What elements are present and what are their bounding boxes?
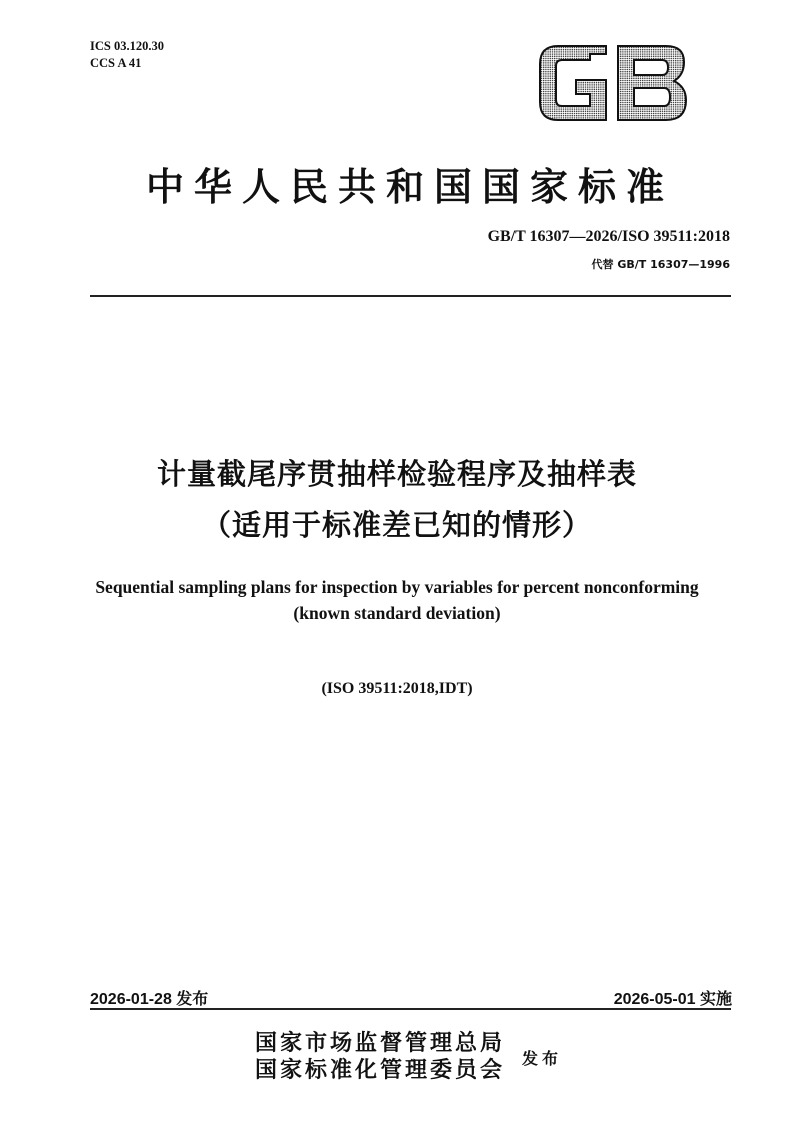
title-cn-line2: （适用于标准差已知的情形） xyxy=(201,508,592,542)
issue-date: 2026-01-28 发布 xyxy=(90,991,209,1008)
ccs-code: CCS A 41 xyxy=(90,56,142,70)
adoption-note: (ISO 39511:2018,IDT) xyxy=(321,680,473,697)
ics-code: ICS 03.120.30 xyxy=(90,39,164,53)
publisher-sac: 国家标准化管理委员会 xyxy=(255,1057,506,1083)
replaces-note: 代替 GB/T 16307—1996 xyxy=(591,258,730,271)
top-divider xyxy=(90,295,731,297)
standard-name: 中华人民共和国国家标准 xyxy=(145,164,674,209)
gb-logo xyxy=(536,42,691,124)
title-en-line1: Sequential sampling plans for inspection by variables for percent nonconforming xyxy=(95,577,699,597)
standard-code: GB/T 16307—2026/ISO 39511:2018 xyxy=(487,228,730,245)
publisher-samr: 国家市场监督管理总局 xyxy=(255,1030,506,1056)
implement-date: 2026-05-01 实施 xyxy=(613,991,732,1008)
publish-label: 发布 xyxy=(522,1049,563,1068)
title-cn-line1: 计量截尾序贯抽样检验程序及抽样表 xyxy=(156,457,637,491)
publisher-block xyxy=(255,1030,505,1084)
title-en-line2: (known standard deviation) xyxy=(293,603,501,623)
classification-block xyxy=(90,38,164,72)
bottom-divider xyxy=(90,1008,731,1010)
